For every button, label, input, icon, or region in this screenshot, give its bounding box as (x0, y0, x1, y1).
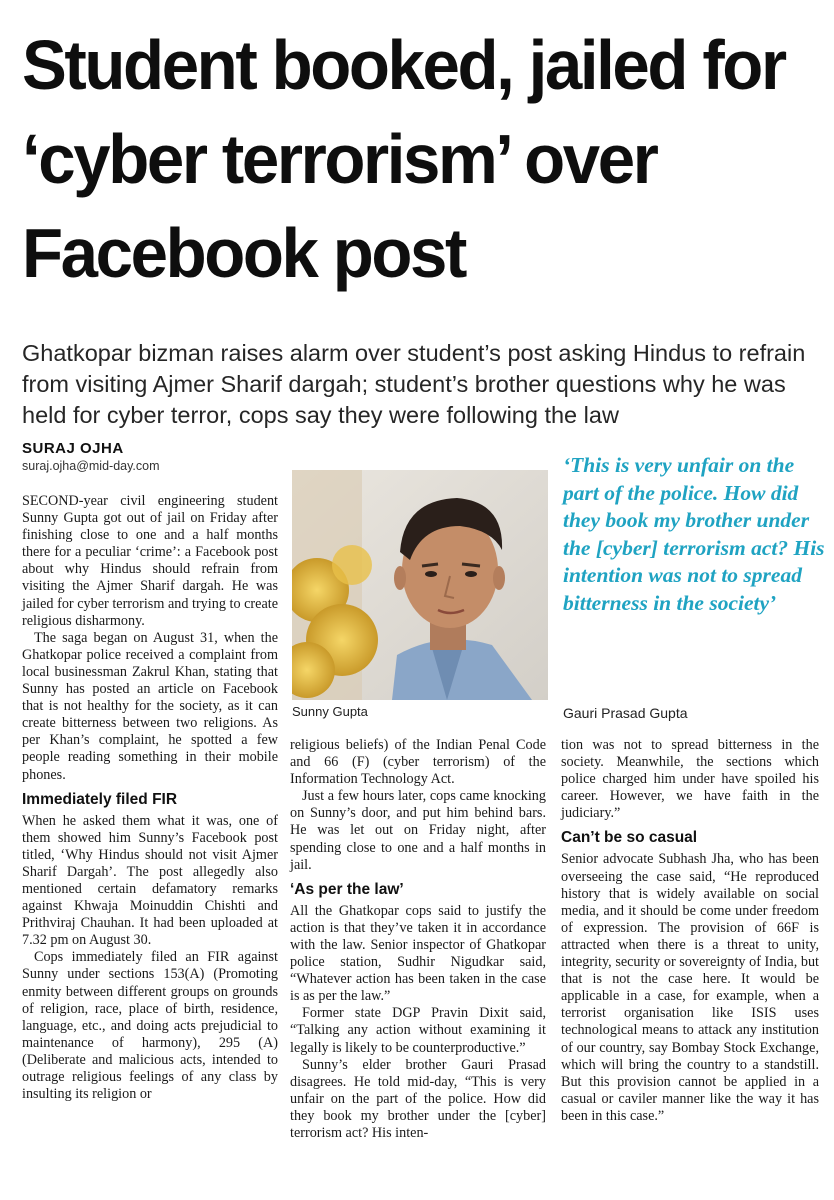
body-column-3 (561, 737, 819, 1125)
paragraph: When he asked them what it was, one of them showed him Sunny’s Facebook post titled, ‘Why Hindus should not visit Ajmer Sharif Dargah’. The post allegedly also mentioned certain defamatory remarks against Khwaja Moinuddin Chishti and Prithviraj Chauhan. It had been uploaded at 7.32 pm on August 30. (22, 812, 278, 949)
paragraph: All the Ghatkopar cops said to justify the action is that they’ve taken it in accordance with the law. Senior inspector of Ghatkopar police station, Sudhir Nigudkar said, “Whatever action has been taken in the case is as per the law.” (290, 902, 546, 1005)
paragraph: Senior advocate Subhash Jha, who has been overseeing the case said, “He reproduced history that is widely available on social media, and it should be come under freedom of expression. The provision of 66F is attracted when there is a threat to unity, integrity, security or sovereignty of India, but that is not the case here. It would be applicable in a case, for example, when a terrorist organisation like ISIS uses technological means to attack any institution of our country, say Bombay Stock Exchange, which will bring the country to a standstill. But this provision cannot be applied in a casual or caviler manner like the way it has been in this case.” (561, 851, 819, 1124)
byline-email: suraj.ojha@mid-day.com (22, 459, 160, 473)
paragraph: Former state DGP Pravin Dixit said, “Talking any action without examining it legally is likely to be counterproductive.” (290, 1005, 546, 1056)
body-column-1 (22, 493, 278, 1103)
subhead-as-per-the-law: ‘As per the law’ (290, 880, 404, 898)
subhead-immediately-filed-fir: Immediately filed FIR (22, 790, 178, 808)
byline-author: SURAJ OJHA (22, 440, 124, 457)
paragraph: tion was not to spread bitterness in the society. Meanwhile, the sections which police charged him under have spoiled his career. However, we have faith in the judiciary.” (561, 737, 819, 822)
pull-quote: ‘This is very unfair on the part of the police. How did they book my brother under the [cyber] terrorism act? His intention was not to spread bitterness in the society’ (563, 453, 825, 615)
body-column-2 (290, 737, 546, 1142)
pull-quote-attribution: Gauri Prasad Gupta (563, 705, 688, 721)
photo-caption: Sunny Gupta (292, 704, 368, 719)
paragraph: religious beliefs) of the Indian Penal Code and 66 (F) (cyber terrorism) of the Information Technology Act. (290, 737, 546, 788)
portrait-illustration (292, 470, 548, 700)
paragraph: Cops immediately filed an FIR against Sunny under sections 153(A) (Promoting enmity between different groups on grounds of religion, race, place of birth, residence, language, etc., and doing acts prejudicial to maintenance of harmony), 295 (A) (Deliberate and malicious acts, intended to outrage religious feelings of any class by insulting its religion or (22, 949, 278, 1103)
portrait-photo (292, 470, 548, 700)
paragraph: SECOND-year civil engineering student Sunny Gupta got out of jail on Friday after finishing close to one and a half months there for a peculiar ‘crime’: a Facebook post about why Hindus should refrain from visiting the Ajmer Sharif dargah. He was jailed for cyber terrorism and trying to create religious disharmony. (22, 493, 278, 629)
byline (22, 440, 282, 473)
paragraph: Just a few hours later, cops came knocking on Sunny’s door, and put him behind bars. He was let out on Friday night, after spending close to one and a half months in jail. (290, 788, 546, 873)
deck-subheadline: Ghatkopar bizman raises alarm over student’s post asking Hindus to refrain from visiting Ajmer Sharif dargah; student’s brother questions why he was held for cyber terror, cops say they were following the law (22, 340, 806, 428)
headline: Student booked, jailed for ‘cyber terrorism’ over Facebook post (22, 26, 785, 292)
subhead-cant-be-so-casual: Can’t be so casual (561, 829, 698, 847)
paragraph: Sunny’s elder brother Gauri Prasad disagrees. He told mid-day, “This is very unfair on the part of the police. How did they book my brother under the [cyber] terrorism act? His inten- (290, 1056, 546, 1141)
paragraph: The saga began on August 31, when the Ghatkopar police received a complaint from local businessman Zakrul Khan, stating that Sunny has posted an article on Facebook that is not healthy for the society, as it can create bitterness between two religions. As per Khan’s complaint, he spotted a few people reading something in their mobile phones. (22, 629, 278, 783)
